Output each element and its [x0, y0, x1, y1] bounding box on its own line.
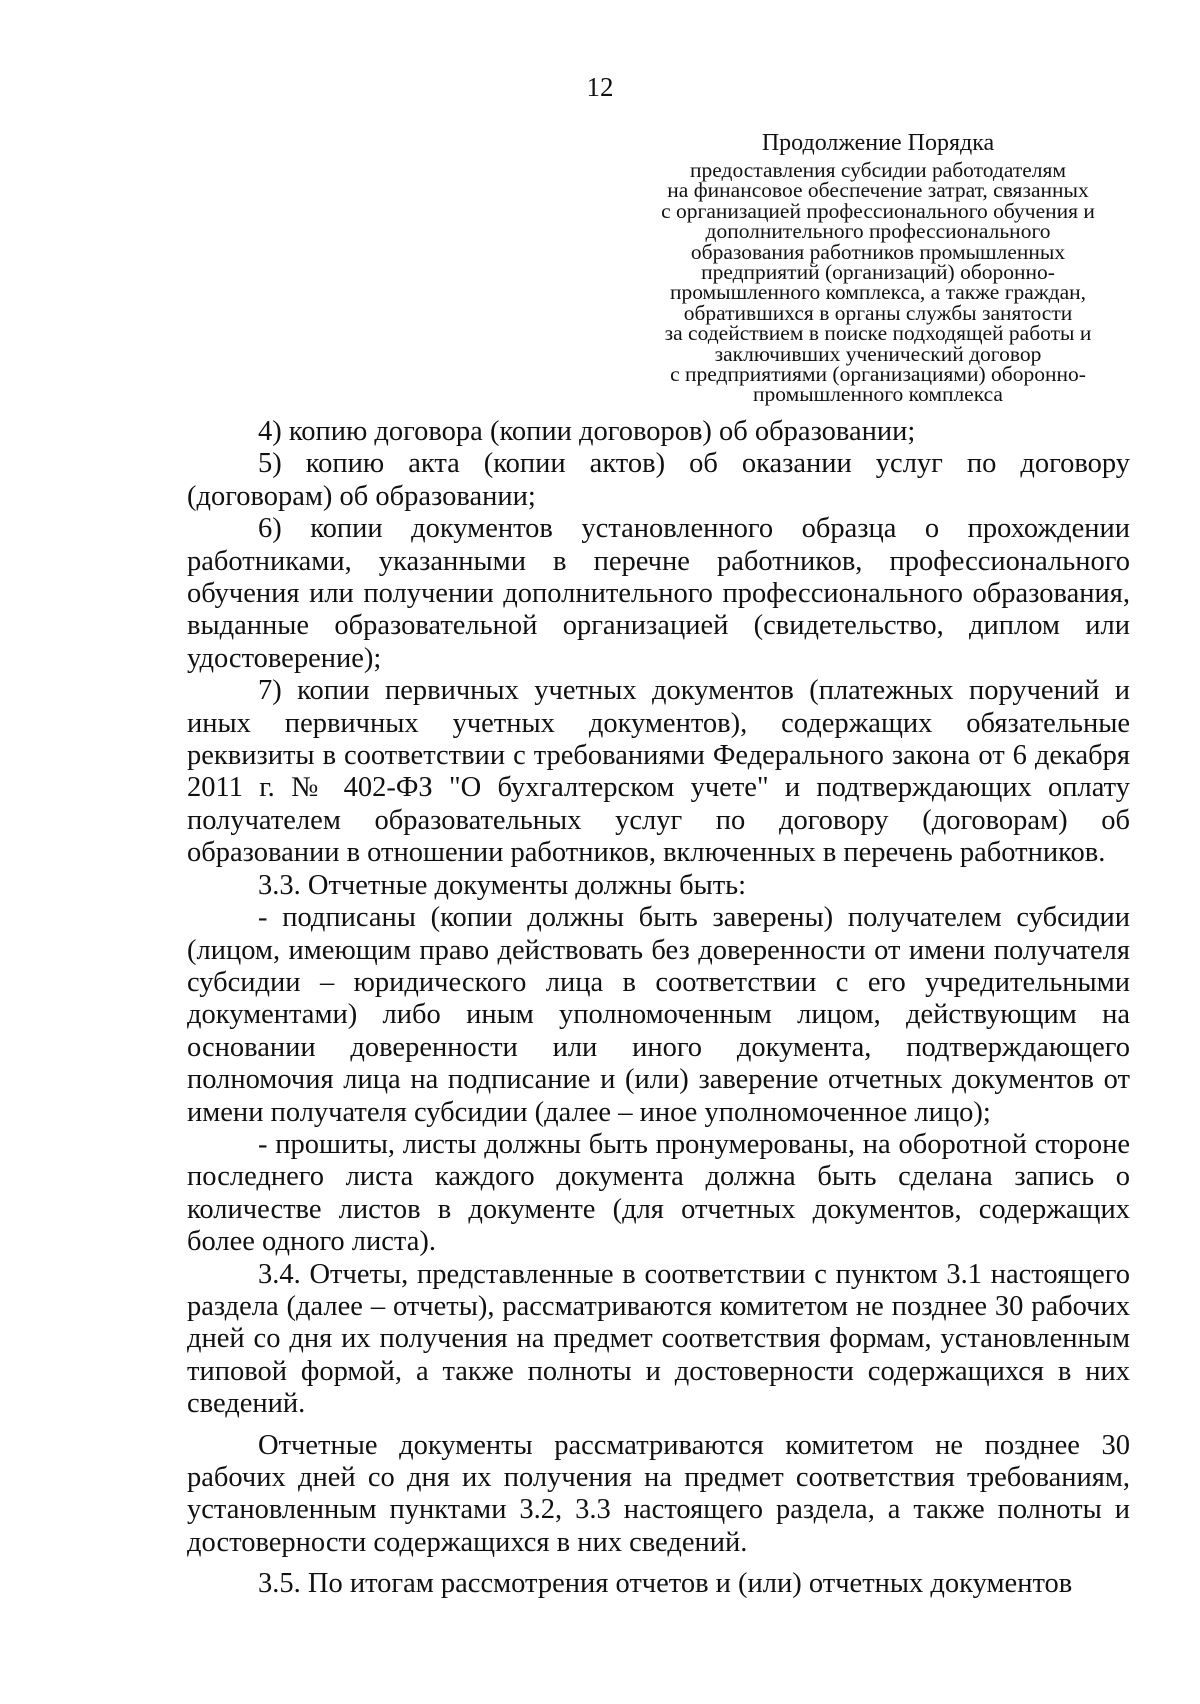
- header-line: с предприятиями (организациями) оборонно-: [670, 362, 1086, 387]
- header-line: заключивших ученический договор: [714, 341, 1042, 366]
- paragraph: 3.4. Отчеты, представленные в соответствии с пунктом 3.1 настоящего раздела (далее – отчеты), рассматриваются комитетом не позднее 30 рабочих дней со дня их получения на предмет соответствия формам, установленным типовой формой, а также полноты и достоверности содержащихся в них сведений.: [187, 1258, 1130, 1420]
- page-number: 12: [586, 72, 614, 102]
- paragraph: Отчетные документы рассматриваются комитетом не позднее 30 рабочих дней со дня их получения на предмет соответствия требованиям, установленным пунктами 3.2, 3.3 настоящего раздела, а также полноты и достоверности содержащихся в них сведений.: [187, 1429, 1130, 1558]
- header-line: обратившихся в органы службы занятости: [683, 300, 1073, 325]
- header-line: дополнительного профессионального: [705, 219, 1051, 244]
- paragraph: - подписаны (копии должны быть заверены) получателем субсидии (лицом, имеющим право действовать без доверенности от имени получателя субсидии – юридического лица в соответствии с его учредительными документами) либо иным уполномоченным лицом, действующим на основании доверенности или иного документа, подтверждающего полномочия лица на подписание и (или) заверение отчетных документов от имени получателя субсидии (далее – иное уполномоченное лицо);: [187, 902, 1130, 1128]
- paragraph: - прошиты, листы должны быть пронумерованы, на оборотной стороне последнего листа каждого документа должна быть сделана запись о количестве листов в документе (для отчетных документов, содержащих более одного листа).: [187, 1128, 1130, 1258]
- header-line: промышленного комплекса, а также граждан,: [669, 280, 1087, 305]
- header-line: предоставления субсидии работодателям: [690, 158, 1066, 182]
- paragraph: 4) копию договора (копии договоров) об образовании;: [258, 416, 916, 447]
- header-line: с организацией профессионального обучения и: [661, 198, 1095, 223]
- paragraph: 3.5. По итогам рассмотрения отчетов и (или) отчетных документов: [258, 1568, 1073, 1600]
- document-header: [628, 128, 1128, 405]
- paragraph: 3.3. Отчетные документы должны быть:: [258, 869, 747, 901]
- document-body: [187, 416, 1130, 1601]
- paragraph: 7) копии первичных учетных документов (платежных поручений и иных первичных учетных документов), содержащих обязательные реквизиты в соответствии с требованиями Федерального закона от 6 декабря 2011 г. № 402-ФЗ "О бухгалтерском учете" и подтверждающих оплату получателем образовательных услуг по договору (договорам) об образовании в отношении работников, включенных в перечень работников.: [187, 675, 1130, 869]
- header-line: предприятий (организаций) оборонно-: [701, 260, 1055, 285]
- paragraph: 6) копии документов установленного образца о прохождении работниками, указанными в перечне работников, профессионального обучения или получении дополнительного профессионального образования, выданные образовательной организацией (свидетельство, диплом или удостоверение);: [187, 513, 1130, 674]
- header-line: образования работников промышленных: [690, 239, 1066, 264]
- header-line: за содействием в поиске подходящей работы и: [664, 321, 1092, 346]
- header-line: промышленного комплекса: [753, 382, 1003, 407]
- header-title: Продолжение Порядка: [761, 130, 995, 156]
- header-line: на финансовое обеспечение затрат, связанных: [667, 178, 1089, 203]
- paragraph: 5) копию акта (копии актов) об оказании услуг по договору (договорам) об образовании;: [187, 448, 1130, 512]
